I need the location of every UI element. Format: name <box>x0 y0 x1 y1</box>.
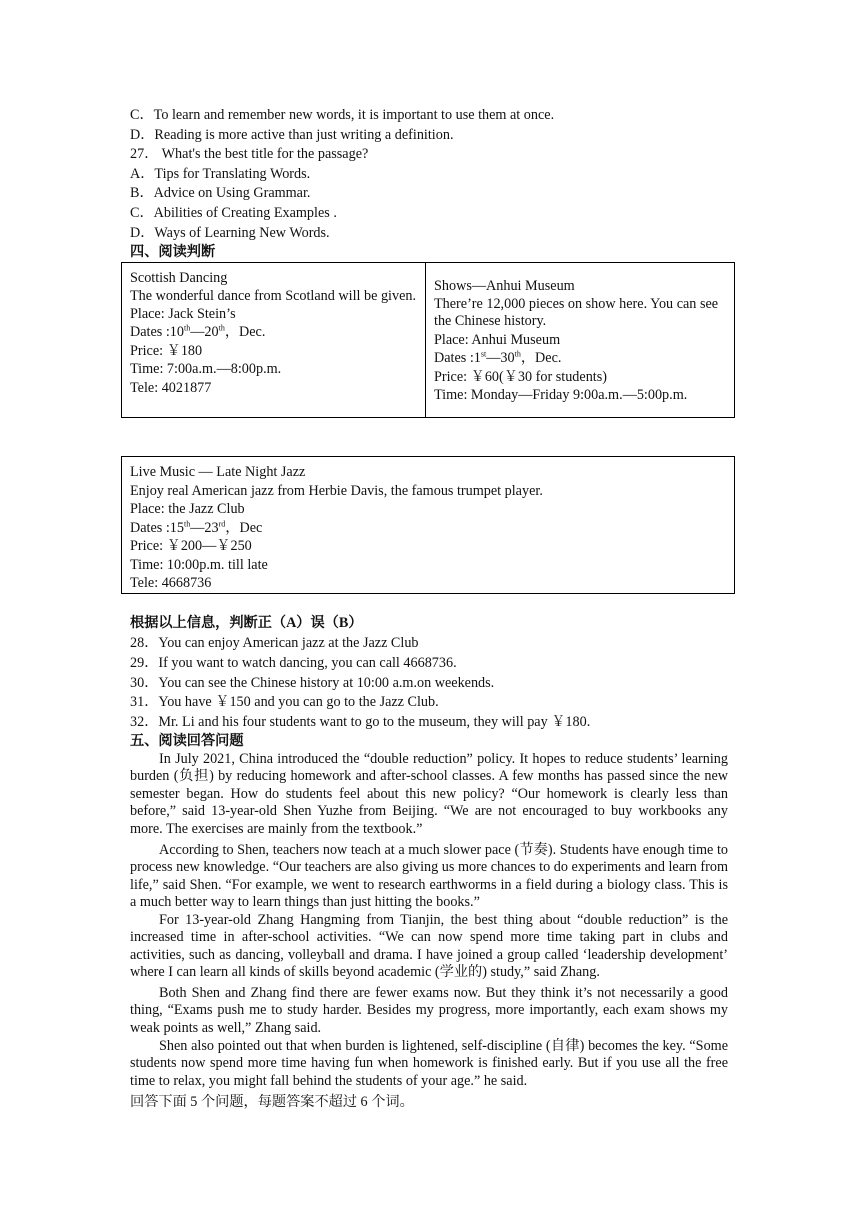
ad-scottish-dancing <box>122 263 426 418</box>
ad-price: Price: ￥180 <box>130 342 203 359</box>
passage-paragraph-4: Both Shen and Zhang find there are fewer exams now. But they think it’s not necessarily a good thing, “Exams push me to study harder. Besides my progress, more importantly, each exam shows my weak points as well,” Zhang said. <box>130 985 728 1036</box>
question-31: 31．You have ￥150 and you can go to the Jazz Club. <box>130 694 439 710</box>
q27-option-b: B．Advice on Using Grammar. <box>130 185 311 201</box>
ad-tele: Tele: 4021877 <box>130 379 212 396</box>
ad-dates: Dates :15th—23rd，Dec <box>130 518 263 536</box>
ad-time: Time: 10:00p.m. till late <box>130 556 268 573</box>
ad-title: Shows—Anhui Museum <box>434 278 575 294</box>
passage-paragraph-2: According to Shen, teachers now teach at a much slower pace (节奏). Students have enough time to process new knowledge. “Our teachers are also giving us more chances to do experiments and learn from life,” said Shen. “For example, we went to research earthworms in a field during a biology class. This is a much better way to learn things than just hitting the books.” <box>130 842 728 911</box>
q27-stem: 27． What's the best title for the passage? <box>130 146 369 162</box>
ad-dates: Dates :1st—30th，Dec. <box>434 349 562 366</box>
question-29: 29．If you want to watch dancing, you can call 4668736. <box>130 655 457 671</box>
q27-option-d: D．Ways of Learning New Words. <box>130 225 330 241</box>
section4-instruction: 根据以上信息，判断正（A）误（B） <box>130 615 363 631</box>
ad-time: Time: Monday—Friday 9:00a.m.—5:00p.m. <box>434 387 688 403</box>
ad-dates: Dates :10th—20th，Dec. <box>130 323 266 340</box>
question-30: 30．You can see the Chinese history at 10:00 a.m.on weekends. <box>130 675 495 691</box>
q27-option-c: C．Abilities of Creating Examples . <box>130 205 337 221</box>
ad-place: Place: the Jazz Club <box>130 501 245 517</box>
ad-description: The wonderful dance from Scotland will be given. <box>130 287 417 304</box>
ad-price: Price: ￥60(￥30 for students) <box>434 368 607 385</box>
q26-option-c: C．To learn and remember new words, it is important to use them at once. <box>130 107 555 123</box>
q26-option-d: D．Reading is more active than just writing a definition. <box>130 127 454 143</box>
section4-heading: 四、阅读判断 <box>130 244 216 260</box>
ad-price: Price: ￥200—￥250 <box>130 538 252 554</box>
ad-description: There’re 12,000 pieces on show here. You can see the Chinese history. <box>434 295 719 329</box>
question-28: 28．You can enjoy American jazz at the Jazz Club <box>130 635 419 651</box>
ad-time: Time: 7:00a.m.—8:00p.m. <box>130 361 282 377</box>
ads-table-top <box>121 262 735 418</box>
section5-heading: 五、阅读回答问题 <box>130 733 244 749</box>
passage-paragraph-5: Shen also pointed out that when burden is lightened, self-discipline (自律) becomes the key. “Some students now spend more time having fun when homework is finished early. But if you use all the free time to relax, you might fall behind the students of your age.” he said. <box>130 1038 728 1089</box>
question-32: 32．Mr. Li and his four students want to go to the museum, they will pay ￥180. <box>130 714 591 730</box>
ads-table-bottom <box>121 456 735 594</box>
ad-title: Live Music — Late Night Jazz <box>130 464 306 480</box>
ad-place: Place: Anhui Museum <box>434 331 561 348</box>
section5-instruction: 回答下面 5 个问题，每题答案不超过 6 个词。 <box>130 1094 414 1110</box>
ad-tele: Tele: 4668736 <box>130 575 212 591</box>
ad-late-night-jazz <box>122 457 735 594</box>
passage-paragraph-1: In July 2021, China introduced the “double reduction” policy. It hopes to reduce students’ learning burden (负担) by reducing homework and after-school classes. A few months has passed since the new semester began. How do students feel about this new policy? “Our homework is clearly less than before,” said 13-year-old Shen Yuzhe from Beijing. “We are not encouraged to buy workbooks any more. The exercises are mainly from the textbook.” <box>130 751 728 837</box>
passage-paragraph-3: For 13-year-old Zhang Hangming from Tianjin, the best thing about “double reduction” is the increased time in after-school activities. “We can now spend more time taking part in clubs and activities, such as dancing, volleyball and drama. I have joined a group called ‘leadership development’ where I can learn all kinds of skills beyond academic (学业的) study,” said Zhang. <box>130 912 728 981</box>
ad-description: Enjoy real American jazz from Herbie Davis, the famous trumpet player. <box>130 482 543 499</box>
ad-title: Scottish Dancing <box>130 270 228 286</box>
ad-place: Place: Jack Stein’s <box>130 305 236 322</box>
q27-option-a: A．Tips for Translating Words. <box>130 166 311 182</box>
ad-anhui-museum <box>426 263 735 418</box>
